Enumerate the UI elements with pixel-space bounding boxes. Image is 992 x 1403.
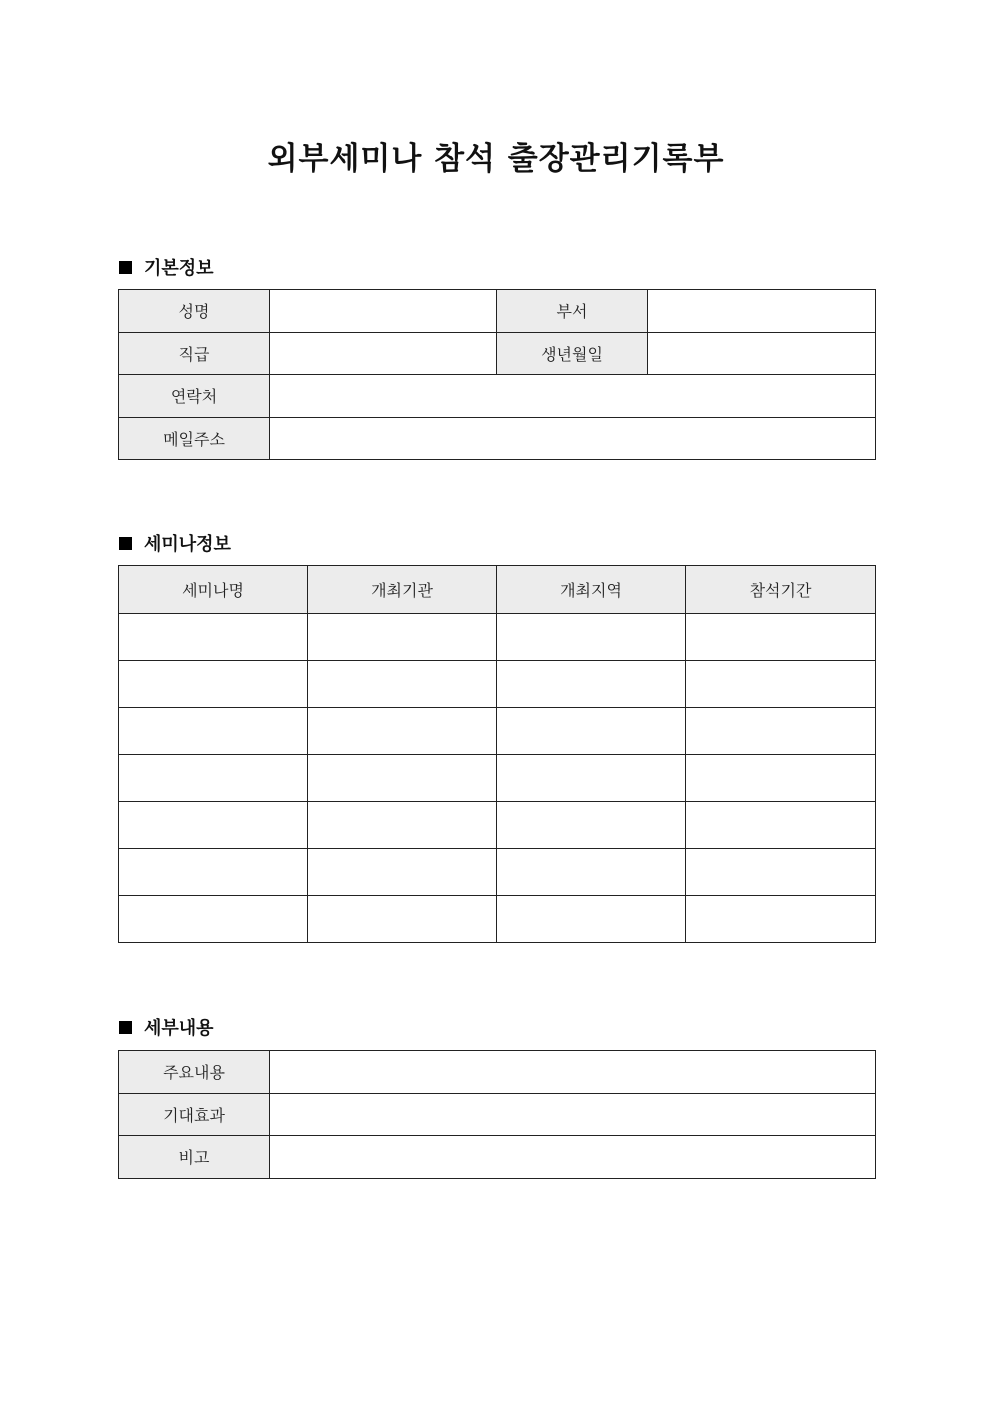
table-cell[interactable] bbox=[497, 896, 686, 943]
birthdate-label: 생년월일 bbox=[497, 332, 648, 375]
remarks-label: 비고 bbox=[119, 1136, 270, 1179]
table-cell[interactable] bbox=[308, 802, 497, 849]
table-cell[interactable] bbox=[686, 708, 876, 755]
basic-info-table bbox=[118, 289, 876, 460]
square-bullet-icon bbox=[119, 261, 132, 274]
name-label: 성명 bbox=[119, 290, 270, 333]
section-details-heading bbox=[119, 1014, 214, 1040]
table-cell[interactable] bbox=[308, 896, 497, 943]
remarks-field[interactable] bbox=[270, 1136, 876, 1179]
page-title: 외부세미나 참석 출장관리기록부 bbox=[267, 141, 725, 177]
contact-label: 연락처 bbox=[119, 375, 270, 418]
table-cell[interactable] bbox=[686, 849, 876, 896]
table-row bbox=[119, 708, 876, 755]
table-cell[interactable] bbox=[497, 614, 686, 661]
seminar-info-table bbox=[118, 565, 876, 943]
section-label: 세부내용 bbox=[144, 1018, 214, 1039]
expected-effect-label: 기대효과 bbox=[119, 1093, 270, 1136]
table-row bbox=[119, 849, 876, 896]
section-seminar-info-heading bbox=[119, 530, 231, 556]
table-row bbox=[119, 755, 876, 802]
table-cell[interactable] bbox=[686, 802, 876, 849]
table-cell[interactable] bbox=[497, 755, 686, 802]
table-cell[interactable] bbox=[119, 614, 308, 661]
table-row bbox=[119, 661, 876, 708]
table-cell[interactable] bbox=[686, 661, 876, 708]
table-cell[interactable] bbox=[308, 708, 497, 755]
contact-field[interactable] bbox=[270, 375, 876, 418]
table-row bbox=[119, 802, 876, 849]
email-label: 메일주소 bbox=[119, 417, 270, 460]
position-field[interactable] bbox=[270, 332, 497, 375]
main-content-label: 주요내용 bbox=[119, 1051, 270, 1094]
square-bullet-icon bbox=[119, 537, 132, 550]
table-cell[interactable] bbox=[686, 896, 876, 943]
details-table bbox=[118, 1050, 876, 1179]
table-cell[interactable] bbox=[119, 708, 308, 755]
column-header: 참석기간 bbox=[686, 566, 876, 614]
table-cell[interactable] bbox=[119, 661, 308, 708]
section-label: 세미나정보 bbox=[144, 534, 231, 555]
position-label: 직급 bbox=[119, 332, 270, 375]
email-field[interactable] bbox=[270, 417, 876, 460]
column-header: 개최지역 bbox=[497, 566, 686, 614]
table-cell[interactable] bbox=[119, 802, 308, 849]
department-label: 부서 bbox=[497, 290, 648, 333]
table-cell[interactable] bbox=[308, 614, 497, 661]
birthdate-field[interactable] bbox=[648, 332, 876, 375]
table-cell[interactable] bbox=[119, 849, 308, 896]
table-cell[interactable] bbox=[686, 755, 876, 802]
table-cell[interactable] bbox=[308, 755, 497, 802]
section-label: 기본정보 bbox=[144, 258, 214, 279]
table-cell[interactable] bbox=[497, 802, 686, 849]
main-content-field[interactable] bbox=[270, 1051, 876, 1094]
table-cell[interactable] bbox=[497, 661, 686, 708]
table-row bbox=[119, 614, 876, 661]
name-field[interactable] bbox=[270, 290, 497, 333]
section-basic-info-heading bbox=[119, 254, 214, 280]
table-cell[interactable] bbox=[686, 614, 876, 661]
table-row bbox=[119, 896, 876, 943]
expected-effect-field[interactable] bbox=[270, 1093, 876, 1136]
table-cell[interactable] bbox=[497, 708, 686, 755]
table-cell[interactable] bbox=[308, 849, 497, 896]
column-header: 개최기관 bbox=[308, 566, 497, 614]
column-header: 세미나명 bbox=[119, 566, 308, 614]
table-cell[interactable] bbox=[119, 896, 308, 943]
table-cell[interactable] bbox=[497, 849, 686, 896]
table-cell[interactable] bbox=[308, 661, 497, 708]
square-bullet-icon bbox=[119, 1021, 132, 1034]
table-cell[interactable] bbox=[119, 755, 308, 802]
department-field[interactable] bbox=[648, 290, 876, 333]
